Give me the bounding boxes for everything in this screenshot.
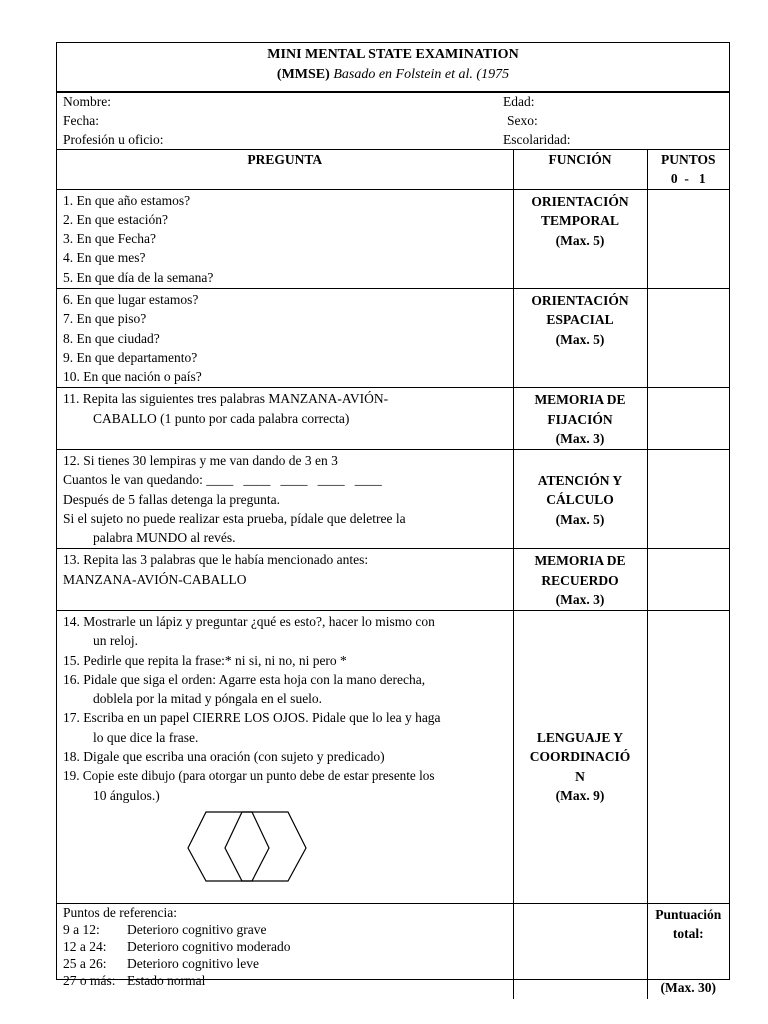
- intersecting-pentagons-drawing: [184, 811, 312, 887]
- funcion-line: ORIENTACIÓN: [531, 193, 629, 209]
- question-line: 18. Digale que escriba una oración (con sujeto y predicado): [63, 749, 385, 765]
- score-cell-memoria-recuerdo[interactable]: [647, 549, 729, 611]
- reference-item: [63, 921, 507, 938]
- funcion-orientacion-temporal: [513, 189, 647, 288]
- reference-label: Deterioro cognitivo moderado: [127, 938, 291, 954]
- questions-memoria-fijacion: [57, 388, 513, 450]
- funcion-memoria-fijacion: [513, 388, 647, 450]
- mmse-form: [56, 42, 730, 996]
- patient-identification: [57, 93, 729, 150]
- fecha-label: Fecha:: [63, 113, 99, 128]
- question-line: lo que dice la frase.: [93, 729, 199, 745]
- pregunta-header: PREGUNTA: [57, 150, 513, 189]
- reference-item: [63, 972, 507, 989]
- mmse-table: [57, 150, 729, 999]
- question-line: 6. En que lugar estamos?: [63, 291, 199, 307]
- funcion-line: ATENCIÓN Y: [537, 472, 623, 488]
- reference-points: [57, 903, 513, 999]
- question-line: Cuantos le van quedando: ____ ____ ____ ____ ____: [63, 472, 382, 488]
- questions-orientacion-temporal: [57, 189, 513, 288]
- reference-item: [63, 955, 507, 972]
- score-cell-lenguaje-coordinacion[interactable]: [647, 610, 729, 903]
- section-row-orientacion-temporal: [57, 189, 729, 288]
- questions-orientacion-espacial: [57, 288, 513, 387]
- total-max: (Max. 30): [660, 980, 716, 996]
- question-line: 17. Escriba en un papel CIERRE LOS OJOS. Pidale que lo lea y haga: [63, 710, 441, 726]
- funcion-line: (Max. 5): [555, 511, 605, 527]
- funcion-orientacion-espacial: [513, 288, 647, 387]
- funcion-lenguaje-coordinacion: [513, 610, 647, 903]
- question-line: 11. Repita las siguientes tres palabras MANZANA-AVIÓN-: [63, 391, 389, 407]
- question-line: 12. Si tienes 30 lempiras y me van dando de 3 en 3: [63, 452, 338, 468]
- funcion-line: (Max. 3): [555, 592, 605, 608]
- score-cell-orientacion-espacial[interactable]: [647, 288, 729, 387]
- section-row-atencion-calculo: [57, 449, 729, 548]
- funcion-line: COORDINACIÓ: [529, 749, 631, 765]
- funcion-line: (Max. 5): [555, 331, 605, 347]
- question-line: CABALLO (1 punto por cada palabra correcta): [93, 410, 350, 426]
- reference-range: 9 a 12:: [63, 921, 100, 937]
- puntos-header: [647, 150, 729, 189]
- question-line: Después de 5 fallas detenga la pregunta.: [63, 491, 281, 507]
- sexo-label: Sexo:: [507, 113, 538, 128]
- reference-range: 25 a 26:: [63, 955, 107, 971]
- funcion-line: MEMORIA DE: [534, 392, 626, 408]
- question-line: 10 ángulos.): [93, 787, 160, 803]
- pentagon-right-shape: [225, 812, 306, 881]
- nombre-label: Nombre:: [63, 94, 111, 109]
- question-line: 1. En que año estamos?: [63, 192, 191, 208]
- score-cell-orientacion-temporal[interactable]: [647, 189, 729, 288]
- score-cell-atencion-calculo[interactable]: [647, 449, 729, 548]
- question-line: 9. En que departamento?: [63, 349, 198, 365]
- funcion-line: ESPACIAL: [546, 312, 614, 328]
- question-line: 14. Mostrarle un lápiz y preguntar ¿qué es esto?, hacer lo mismo con: [63, 613, 435, 629]
- funcion-line: RECUERDO: [541, 572, 619, 588]
- question-line: 2. En que estación?: [63, 211, 168, 227]
- funcion-line: LENGUAJE Y: [536, 729, 624, 745]
- question-line: 7. En que piso?: [63, 311, 147, 327]
- reference-range: 12 a 24:: [63, 938, 107, 954]
- total-label: Puntuación: [655, 906, 722, 922]
- funcion-line: (Max. 3): [555, 431, 605, 447]
- puntos-range: 0 - 1: [670, 171, 706, 186]
- form-subtitle: [57, 65, 729, 85]
- funcion-line: FIJACIÓN: [547, 411, 613, 427]
- reference-label: Estado normal: [127, 972, 206, 988]
- reference-function-cell: [513, 903, 647, 999]
- question-line: 16. Pidale que siga el orden: Agarre esta hoja con la mano derecha,: [63, 671, 426, 687]
- question-line: 13. Repita las 3 palabras que le había mencionado antes:: [63, 552, 369, 568]
- questions-memoria-recuerdo: [57, 549, 513, 611]
- column-header-row: [57, 150, 729, 189]
- form-header: [57, 43, 729, 93]
- question-line: 19. Copie este dibujo (para otorgar un punto debe de estar presente los: [63, 768, 435, 784]
- section-row-memoria-recuerdo: [57, 549, 729, 611]
- funcion-line: CÁLCULO: [546, 492, 614, 508]
- total-label-2: total:: [672, 925, 704, 941]
- funcion-line: MEMORIA DE: [534, 553, 626, 569]
- question-line: palabra MUNDO al revés.: [93, 530, 236, 546]
- funcion-atencion-calculo: [513, 449, 647, 548]
- question-line: un reloj.: [93, 633, 138, 649]
- questions-lenguaje-coordinacion: [57, 610, 513, 903]
- reference-item: [63, 938, 507, 955]
- question-line: 10. En que nación o país?: [63, 369, 202, 385]
- reference-range: 27 o más:: [63, 972, 116, 988]
- question-line: 5. En que día de la semana?: [63, 269, 214, 285]
- question-line: doblela por la mitad y póngala en el suelo.: [93, 691, 323, 707]
- question-line: Si el sujeto no puede realizar esta prueba, pídale que deletree la: [63, 510, 406, 526]
- funcion-line: (Max. 9): [555, 788, 605, 804]
- question-line: 8. En que ciudad?: [63, 330, 160, 346]
- score-cell-memoria-fijacion[interactable]: [647, 388, 729, 450]
- pentagon-left-shape: [188, 812, 269, 881]
- funcion-header: FUNCIÓN: [513, 150, 647, 189]
- reference-label: Deterioro cognitivo leve: [127, 955, 259, 971]
- reference-label: Deterioro cognitivo grave: [127, 921, 267, 937]
- profesion-label: Profesión u oficio:: [63, 132, 164, 147]
- section-row-memoria-fijacion: [57, 388, 729, 450]
- funcion-line: ORIENTACIÓN: [531, 292, 629, 308]
- form-subtitle-abbrev: (MMSE): [276, 67, 330, 82]
- puntos-header-label: PUNTOS: [660, 152, 716, 167]
- funcion-memoria-recuerdo: [513, 549, 647, 611]
- section-row-lenguaje-coordinacion: [57, 610, 729, 903]
- form-title: MINI MENTAL STATE EXAMINATION: [267, 47, 519, 62]
- reference-row: [57, 903, 729, 999]
- question-line: 3. En que Fecha?: [63, 231, 156, 247]
- section-row-orientacion-espacial: [57, 288, 729, 387]
- question-line: 4. En que mes?: [63, 250, 146, 266]
- edad-label: Edad:: [503, 94, 535, 109]
- funcion-line: (Max. 5): [555, 232, 605, 248]
- question-line: MANZANA-AVIÓN-CABALLO: [63, 571, 247, 587]
- escolaridad-label: Escolaridad:: [503, 132, 571, 147]
- funcion-line: N: [575, 768, 585, 784]
- total-score-cell[interactable]: [647, 903, 729, 999]
- questions-atencion-calculo: [57, 449, 513, 548]
- funcion-line: TEMPORAL: [540, 213, 619, 228]
- reference-title: Puntos de referencia:: [63, 904, 177, 920]
- question-line: 15. Pedirle que repita la frase:* ni si, ni no, ni pero *: [63, 652, 347, 668]
- form-subtitle-source: Basado en Folstein et al. (1975: [333, 67, 510, 82]
